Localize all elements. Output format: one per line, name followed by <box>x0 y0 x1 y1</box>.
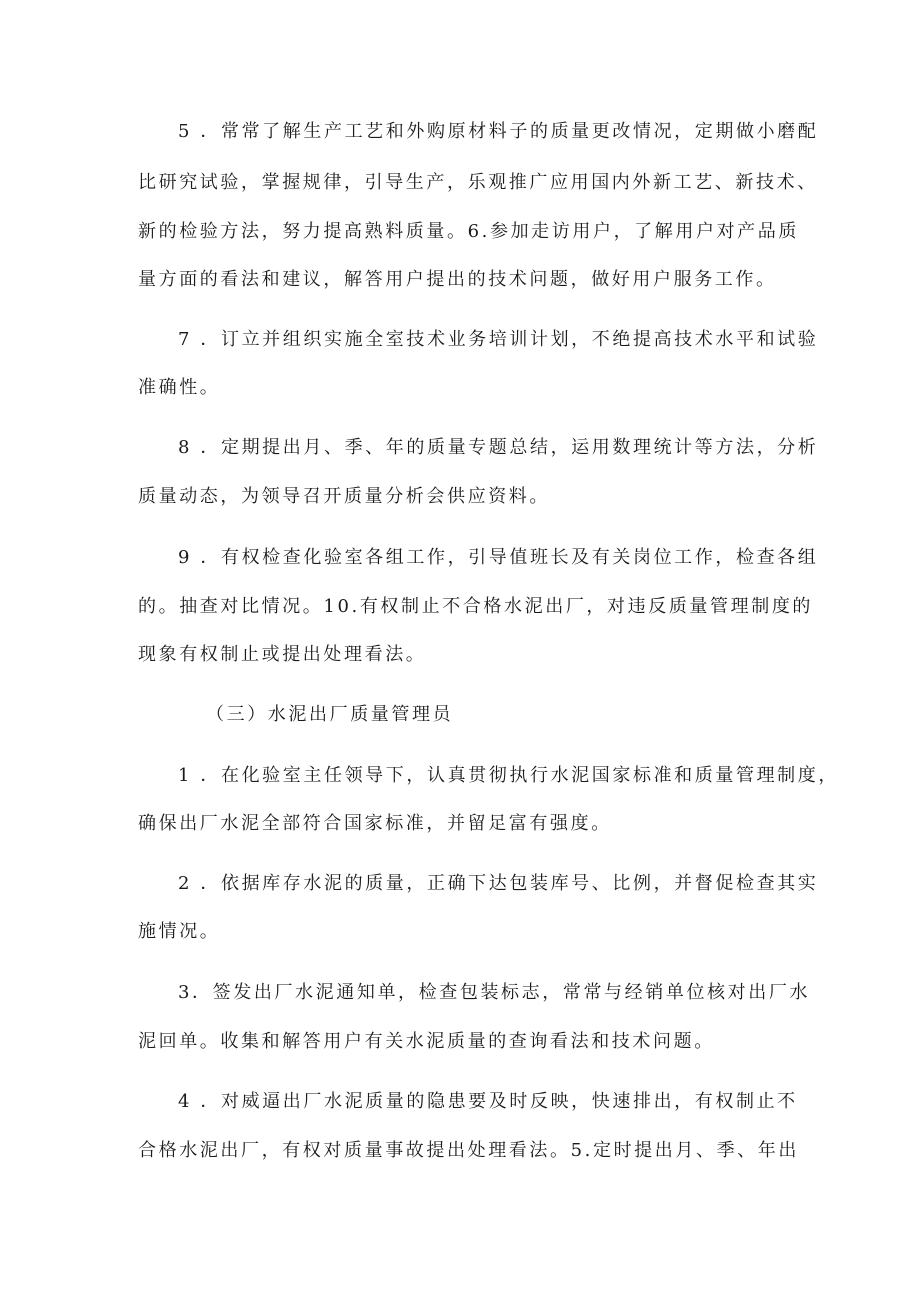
item-2-line-1: 2 ．依据库存水泥的质量，正确下达包装库号、比例，并督促检查其实 <box>178 873 819 894</box>
section-heading: （三）水泥出厂质量管理员 <box>206 704 454 725</box>
paragraph-8-line-2: 质量动态，为领导召开质量分析会供应资料。 <box>138 486 550 507</box>
paragraph-5-line-3: 新的检验方法，努力提高熟料质量。6.参加走访用户，了解用户对产品质 <box>138 221 799 242</box>
item-3-line-1: 3．签发出厂水泥通知单，检查包装标志，常常与经销单位核对出厂水 <box>178 982 811 1003</box>
paragraph-9-line-2: 的。抽查对比情况。10.有权制止不合格水泥出厂，对违反质量管理制度的 <box>138 596 814 617</box>
paragraph-9-line-3: 现象有权制止或提出处理看法。 <box>138 644 427 665</box>
paragraph-7-line-2: 准确性。 <box>138 377 221 398</box>
item-2-line-2: 施情况。 <box>138 921 221 942</box>
paragraph-5-line-2: 比研究试验，掌握规律，引导生产，乐观推广应用国内外新工艺、新技术、 <box>138 172 818 193</box>
item-1-line-1: 1 ．在化验室主任领导下，认真贯彻执行水泥国家标准和质量管理制度， <box>178 765 839 786</box>
paragraph-8-line-1: 8 ．定期提出月、季、年的质量专题总结，运用数理统计等方法，分析 <box>178 437 819 458</box>
paragraph-5-line-1: 5 ．常常了解生产工艺和外购原材料子的质量更改情况，定期做小磨配 <box>178 121 819 142</box>
item-1-line-2: 确保出厂水泥全部符合国家标准，并留足富有强度。 <box>138 813 612 834</box>
paragraph-5-line-4: 量方面的看法和建议，解答用户提出的技术问题，做好用户服务工作。 <box>138 269 777 290</box>
item-3-line-2: 泥回单。收集和解答用户有关水泥质量的查询看法和技术问题。 <box>138 1031 715 1052</box>
paragraph-9-line-1: 9 ．有权检查化验室各组工作，引导值班长及有关岗位工作，检查各组 <box>178 547 819 568</box>
paragraph-7-line-1: 7 ．订立并组织实施全室技术业务培训计划，不绝提高技术水平和试验 <box>178 329 819 350</box>
item-4-line-2: 合格水泥出厂，有权对质量事故提出处理看法。5.定时提出月、季、年出 <box>138 1140 799 1161</box>
item-4-line-1: 4 ．对威逼出厂水泥质量的隐患要及时反映，快速排出，有权制止不 <box>178 1091 798 1112</box>
